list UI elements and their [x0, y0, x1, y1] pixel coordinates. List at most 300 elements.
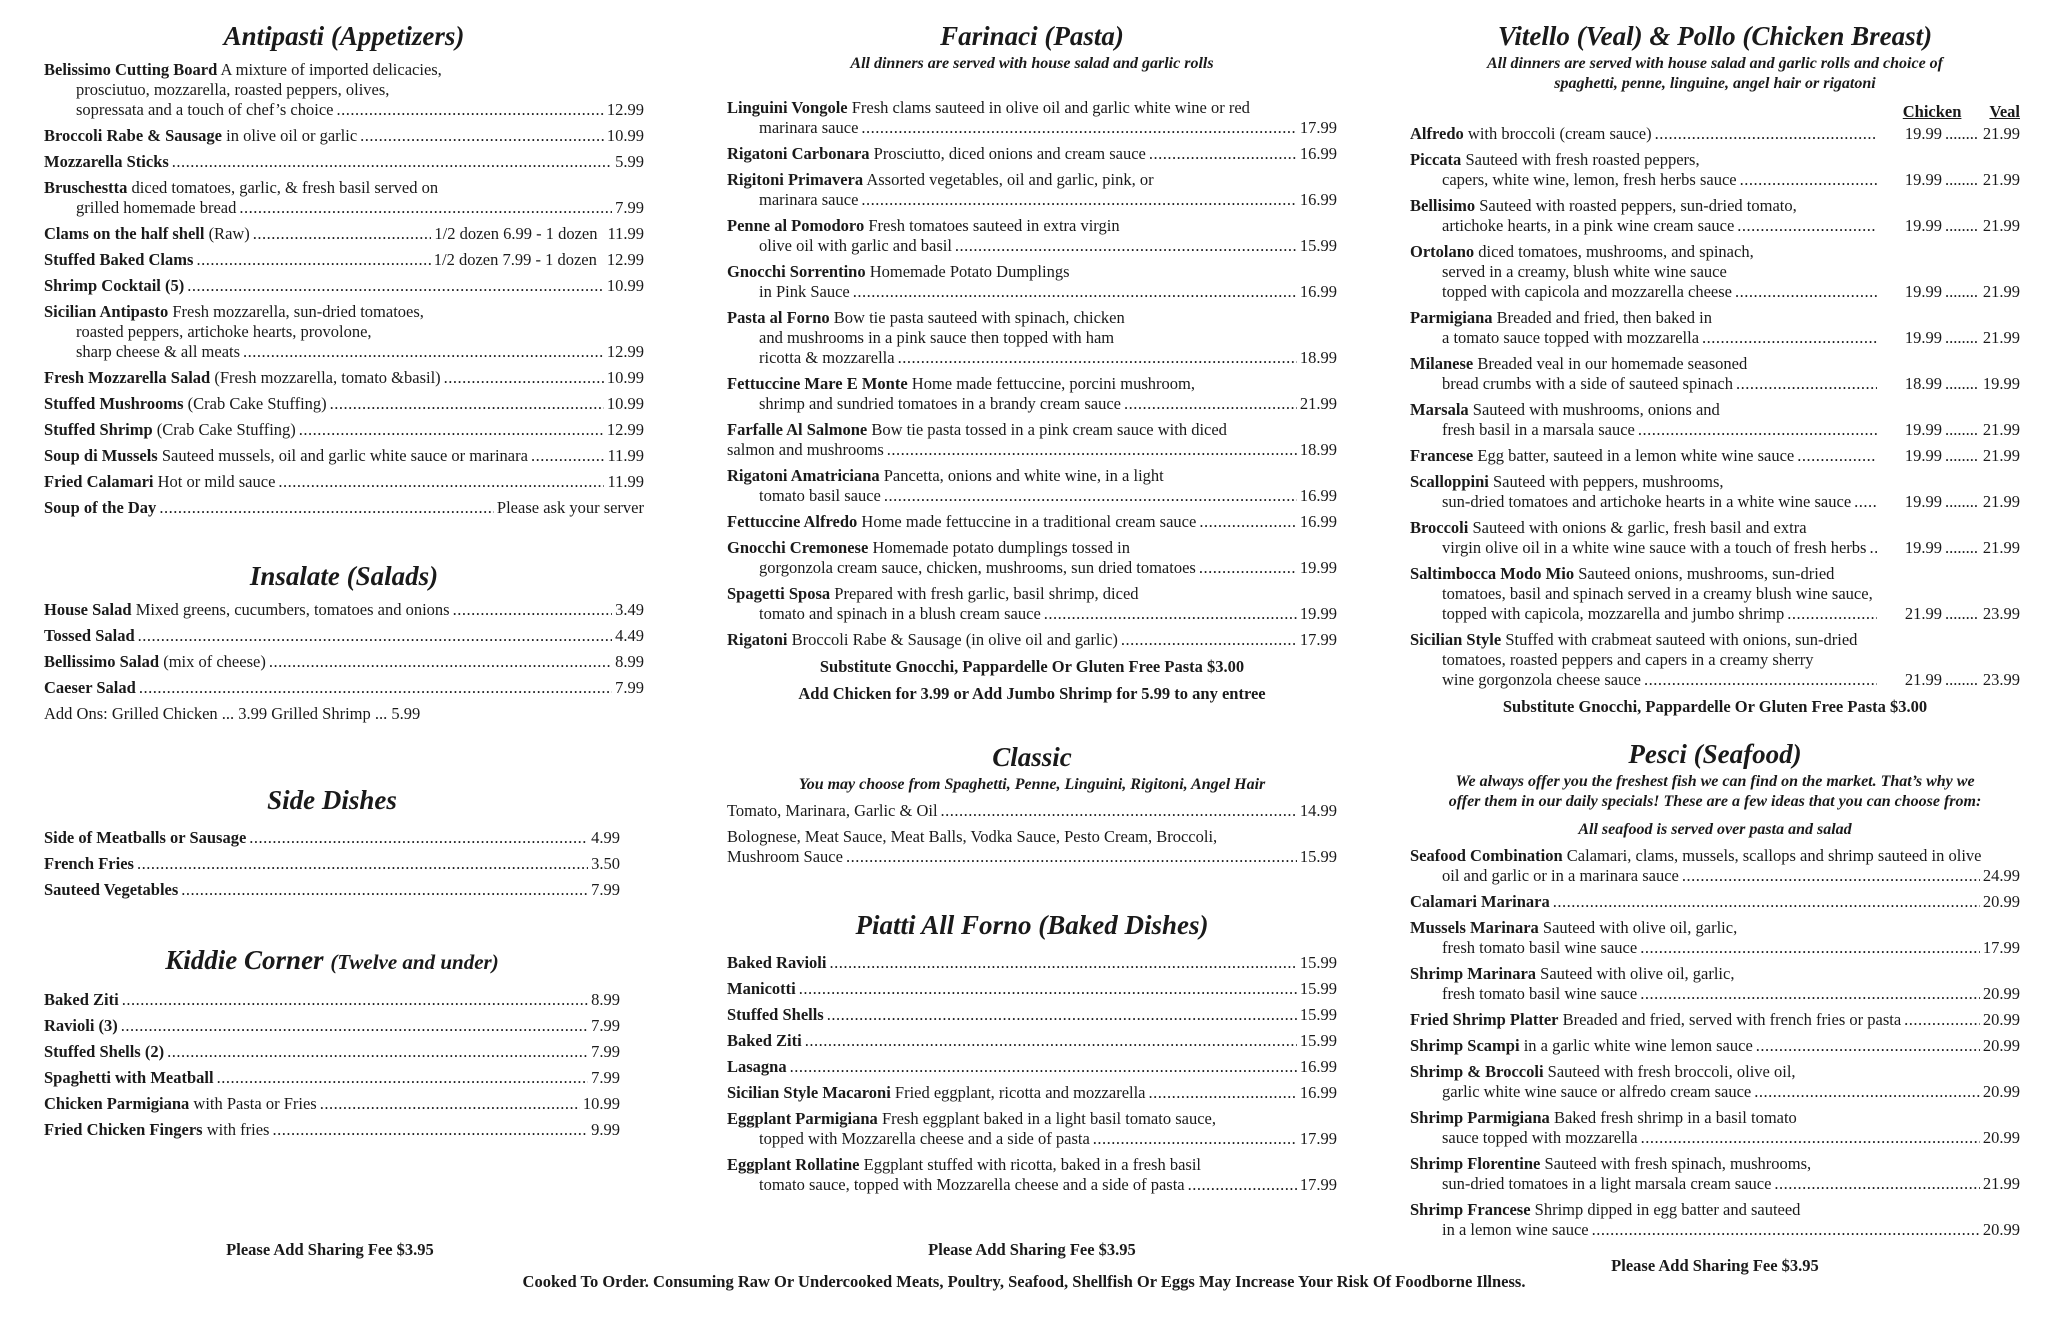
dot-leader — [1121, 630, 1297, 650]
item-description: (Fresh mozzarella, tomato &basil) — [214, 368, 441, 387]
dot-leader — [1945, 374, 1979, 394]
item-name: Shrimp & Broccoli — [1410, 1062, 1544, 1081]
item-description: Sauteed with onions & garlic, fresh basil and extra — [1472, 518, 1807, 537]
menu-item-line — [727, 979, 1337, 999]
item-description: Stuffed with crabmeat sauteed with onions, sun-dried — [1505, 630, 1858, 649]
item-name: Sicilian Style — [1410, 630, 1502, 649]
menu-item-line — [1410, 584, 2020, 604]
item-price: 16.99 — [1299, 512, 1337, 531]
menu-item-line — [1410, 150, 2020, 170]
item-list — [44, 600, 644, 698]
item-name: Shrimp Florentine — [1410, 1154, 1541, 1173]
menu-item — [727, 216, 1337, 256]
dot-leader — [1945, 282, 1979, 302]
menu-item-text — [1442, 670, 1641, 690]
dot-leader — [138, 626, 612, 646]
menu-item — [727, 144, 1337, 164]
menu-item-line — [1410, 170, 2020, 190]
menu-column-right — [1410, 18, 2020, 1246]
item-description: Bolognese, Meat Sauce, Meat Balls, Vodka Sauce, Pesto Cream, Broccoli, — [727, 827, 1218, 846]
dot-leader — [1640, 938, 1980, 958]
item-description: Home made fettuccine, porcini mushroom, — [911, 374, 1195, 393]
menu-item-text — [727, 374, 1195, 393]
menu-item — [727, 1057, 1337, 1077]
item-name: Scalloppini — [1410, 472, 1489, 491]
item-description: Breaded and fried, served with french fries or pasta — [1562, 1010, 1902, 1029]
menu-item — [1410, 1036, 2020, 1056]
menu-item-line — [1410, 650, 2020, 670]
menu-item — [44, 498, 644, 518]
menu-item-text — [727, 584, 1139, 603]
section-title: Classic — [992, 742, 1072, 772]
dot-leader — [1682, 866, 1980, 886]
item-description: sharp cheese & all meats — [76, 342, 241, 361]
dot-leader — [1787, 604, 1877, 624]
item-description: Fried eggplant, ricotta and mozzarella — [894, 1083, 1146, 1102]
item-price: 16.99 — [1299, 1057, 1337, 1076]
chicken-price: 19.99 — [1904, 446, 1942, 465]
item-price: 8.99 — [591, 990, 620, 1009]
menu-item-line — [44, 394, 644, 414]
menu-item-line — [727, 1031, 1337, 1051]
item-portion-price: 1/2 dozen 6.99 - 1 dozen — [434, 224, 598, 243]
menu-item-text — [759, 328, 1114, 347]
chicken-header: Chicken — [1902, 102, 1962, 121]
menu-item-line — [727, 953, 1337, 973]
menu-item-text — [44, 1042, 164, 1062]
dot-leader — [360, 126, 604, 146]
menu-item — [1410, 918, 2020, 958]
item-name: Shrimp Marinara — [1410, 964, 1537, 983]
item-name: Bellissimo Salad — [44, 652, 160, 671]
menu-item-text — [727, 216, 1120, 235]
section-note: spaghetti, penne, linguine, angel hair or rigatoni — [1554, 75, 1876, 92]
item-list — [44, 60, 644, 518]
menu-item — [1410, 446, 2020, 466]
menu-item-line — [727, 538, 1337, 558]
menu-item-text — [1442, 538, 1866, 558]
item-description: Home made fettuccine in a traditional cream sauce — [861, 512, 1197, 531]
menu-item-line — [44, 1068, 620, 1088]
menu-item — [44, 420, 644, 440]
item-price: 16.99 — [1299, 282, 1337, 301]
item-price: 4.99 — [591, 828, 620, 847]
menu-item-line — [727, 118, 1337, 138]
item-name: Shrimp Scampi — [1410, 1036, 1520, 1055]
dot-leader — [853, 282, 1297, 302]
menu-item-text — [44, 420, 296, 440]
menu-item-line — [1410, 564, 2020, 584]
menu-item — [44, 880, 620, 900]
menu-item-line — [1410, 354, 2020, 374]
item-description: marinara sauce — [759, 118, 859, 137]
menu-item-text — [727, 538, 1130, 557]
menu-item — [44, 302, 644, 362]
dot-leader — [941, 801, 1297, 821]
menu-item-text — [759, 282, 850, 302]
item-price: 18.99 — [1299, 440, 1337, 459]
menu-item-text — [44, 224, 250, 244]
menu-item — [727, 1155, 1337, 1195]
menu-item-text — [1410, 518, 1807, 537]
dot-leader — [137, 854, 588, 874]
menu-item — [727, 538, 1337, 578]
item-price: 17.99 — [1299, 118, 1337, 137]
dot-leader — [1945, 538, 1979, 558]
menu-item — [44, 250, 644, 270]
menu-item-text — [1410, 400, 1720, 419]
menu-item-line — [1410, 964, 2020, 984]
item-description: diced tomatoes, garlic, & fresh basil served on — [131, 178, 439, 197]
item-description: tomato and spinach in a blush cream sauce — [759, 604, 1041, 623]
dot-leader — [299, 420, 604, 440]
item-name: Spagetti Sposa — [727, 584, 831, 603]
menu-item — [727, 584, 1337, 624]
item-price: 15.99 — [1299, 979, 1337, 998]
salad-addons: Add Ons: Grilled Chicken ... 3.99 Grilled Shrimp ... 5.99 — [44, 704, 421, 723]
item-price: 7.99 — [591, 1016, 620, 1035]
menu-item-line — [44, 198, 644, 218]
menu-item — [727, 512, 1337, 532]
menu-item — [44, 1016, 620, 1036]
item-description: tomato sauce, topped with Mozzarella cheese and a side of pasta — [759, 1175, 1185, 1194]
item-price: 11.99 — [607, 472, 644, 491]
menu-item-text — [1442, 866, 1679, 886]
dot-leader — [884, 486, 1297, 506]
item-price: 21.99 — [1299, 394, 1337, 413]
item-description: Fresh clams sauteed in olive oil and garlic white wine or red — [851, 98, 1250, 117]
menu-item-text — [759, 394, 1121, 414]
dot-leader — [1149, 1083, 1297, 1103]
menu-item-text — [1442, 938, 1637, 958]
item-description: in Pink Sauce — [759, 282, 850, 301]
menu-item-line — [727, 440, 1337, 460]
item-description: Eggplant stuffed with ricotta, baked in a fresh basil — [863, 1155, 1202, 1174]
menu-item-text — [44, 446, 528, 466]
dot-leader — [799, 979, 1297, 999]
item-name: Stuffed Shells — [727, 1005, 824, 1024]
dot-leader — [1945, 670, 1979, 690]
menu-item-text — [76, 80, 389, 99]
menu-item — [1410, 964, 2020, 1004]
dot-leader — [181, 880, 588, 900]
menu-item — [44, 678, 644, 698]
menu-item — [44, 368, 644, 388]
menu-item-line — [44, 322, 644, 342]
item-price: 17.99 — [1982, 938, 2020, 957]
menu-item-text — [759, 118, 858, 138]
menu-item-line — [1410, 1108, 2020, 1128]
dot-leader — [790, 1057, 1297, 1077]
menu-item-text — [727, 827, 1217, 846]
dot-leader — [330, 394, 604, 414]
menu-item-line — [727, 262, 1337, 282]
item-name: Stuffed Shells (2) — [44, 1042, 165, 1061]
menu-item-text — [1442, 604, 1784, 624]
dot-leader — [1640, 984, 1980, 1004]
item-description: bread crumbs with a side of sauteed spinach — [1442, 374, 1733, 393]
item-name: Manicotti — [727, 979, 796, 998]
dot-leader — [829, 953, 1296, 973]
item-name: Side of Meatballs or Sausage — [44, 828, 247, 847]
item-name: Fried Calamari — [44, 472, 154, 491]
menu-item-line — [727, 847, 1337, 867]
item-description: shrimp and sundried tomatoes in a brandy cream sauce — [759, 394, 1121, 413]
menu-item — [44, 178, 644, 218]
menu-item-line — [1410, 308, 2020, 328]
section-title: Side Dishes — [267, 785, 397, 815]
item-name: Mozzarella Sticks — [44, 152, 169, 171]
item-list — [44, 828, 620, 900]
dot-leader — [1199, 558, 1297, 578]
menu-item — [1410, 124, 2020, 144]
item-description: Bow tie pasta tossed in a pink cream sauce with diced — [871, 420, 1227, 439]
menu-column-left — [44, 18, 644, 1146]
menu-item-text — [44, 1120, 269, 1140]
item-description: artichoke hearts, in a pink wine cream sauce — [1442, 216, 1735, 235]
menu-item — [44, 828, 620, 848]
dot-leader — [1199, 512, 1297, 532]
substitute-note: Substitute Gnocchi, Pappardelle Or Gluten Free Pasta $3.00 — [819, 657, 1245, 676]
menu-item-text — [759, 1175, 1185, 1195]
item-price: 9.99 — [591, 1120, 620, 1139]
menu-item-text — [1442, 1174, 1771, 1194]
item-description: olive oil with garlic and basil — [759, 236, 952, 255]
dot-leader — [1093, 1129, 1297, 1149]
item-price: 18.99 — [1299, 348, 1337, 367]
menu-item — [1410, 1010, 2020, 1030]
veal-price: 21.99 — [1982, 170, 2020, 189]
menu-item-line — [1410, 216, 2020, 236]
dot-leader — [167, 1042, 588, 1062]
item-name: Penne al Pomodoro — [727, 216, 865, 235]
item-name: Lasagna — [727, 1057, 787, 1076]
menu-item-line — [1410, 328, 2020, 348]
item-name: Francese — [1410, 446, 1474, 465]
dot-leader — [1736, 374, 1877, 394]
item-description: and mushrooms in a pink sauce then topped with ham — [759, 328, 1115, 347]
item-name: Milanese — [1410, 354, 1474, 373]
item-description: Sauteed mussels, oil and garlic white sauce or marinara — [161, 446, 528, 465]
item-description: in a lemon wine sauce — [1442, 1220, 1589, 1239]
item-description: in a garlic white wine lemon sauce — [1523, 1036, 1753, 1055]
item-price: 15.99 — [1299, 847, 1337, 866]
menu-item-text — [759, 190, 858, 210]
item-description: Sauteed with olive oil, garlic, — [1540, 964, 1735, 983]
section-note: All dinners are served with house salad and garlic rolls — [850, 55, 1214, 72]
chicken-price: 19.99 — [1904, 170, 1942, 189]
item-name: Rigatoni — [727, 630, 788, 649]
item-description: Prosciutto, diced onions and cream sauce — [873, 144, 1146, 163]
dot-leader — [253, 224, 432, 244]
item-description: a tomato sauce topped with mozzarella — [1442, 328, 1700, 347]
section-sides — [44, 782, 644, 900]
dot-leader — [1945, 492, 1979, 512]
chicken-price: 19.99 — [1904, 492, 1942, 511]
item-price: 24.99 — [1982, 866, 2020, 885]
menu-item-line — [1410, 538, 2020, 558]
menu-item — [1410, 846, 2020, 886]
menu-item-text — [44, 854, 134, 874]
menu-item-text — [727, 1005, 824, 1025]
menu-item-line — [44, 1042, 620, 1062]
item-name: Stuffed Mushrooms — [44, 394, 184, 413]
dot-leader — [1774, 1174, 1979, 1194]
menu-item-line — [727, 420, 1337, 440]
menu-item-text — [1410, 1154, 1811, 1173]
item-description: Fresh tomatoes sauteed in extra virgin — [868, 216, 1120, 235]
menu-item-line — [44, 152, 644, 172]
item-name: Fried Chicken Fingers — [44, 1120, 203, 1139]
item-name: Eggplant Rollatine — [727, 1155, 860, 1174]
dot-leader — [453, 600, 613, 620]
item-name: Saltimbocca Modo Mio — [1410, 564, 1575, 583]
item-name: Bruschestta — [44, 178, 128, 197]
menu-item-line — [727, 1109, 1337, 1129]
menu-item — [727, 801, 1337, 821]
menu-item-line — [1410, 984, 2020, 1004]
menu-item-line — [727, 1083, 1337, 1103]
dot-leader — [1655, 124, 1877, 144]
menu-item-text — [1442, 984, 1637, 1004]
item-price: 16.99 — [1299, 190, 1337, 209]
menu-item-line — [1410, 242, 2020, 262]
item-description: sun-dried tomatoes and artichoke hearts in a white wine sauce — [1442, 492, 1852, 511]
menu-item — [1410, 472, 2020, 512]
item-portion-price: 1/2 dozen 7.99 - 1 dozen — [433, 250, 597, 269]
dot-leader — [955, 236, 1297, 256]
section-farinaci — [727, 18, 1337, 705]
menu-item-line — [1410, 1082, 2020, 1102]
menu-item-line — [44, 472, 644, 492]
item-name: Sicilian Style Macaroni — [727, 1083, 891, 1102]
menu-item-text — [44, 276, 184, 296]
item-description: ricotta & mozzarella — [759, 348, 895, 367]
item-description: Sauteed with roasted peppers, sun-dried tomato, — [1479, 196, 1797, 215]
veal-price: 21.99 — [1982, 420, 2020, 439]
menu-item-text — [1442, 374, 1733, 394]
menu-item-text — [1442, 1220, 1589, 1240]
menu-item-text — [44, 828, 246, 848]
dot-leader — [121, 1016, 588, 1036]
item-price: 20.99 — [1982, 1220, 2020, 1239]
menu-item-text — [727, 953, 826, 973]
menu-item-line — [44, 828, 620, 848]
section-classic — [727, 739, 1337, 867]
item-name: Calamari Marinara — [1410, 892, 1550, 911]
menu-item-line — [727, 1175, 1337, 1195]
menu-item-line — [727, 190, 1337, 210]
menu-item-line — [44, 600, 644, 620]
dot-leader — [1945, 420, 1979, 440]
menu-item — [44, 1068, 620, 1088]
item-price: 11.99 — [607, 224, 644, 243]
item-price: 11.99 — [607, 446, 644, 465]
item-description: sopressata and a touch of chef’s choice — [76, 100, 334, 119]
menu-column-middle — [727, 18, 1337, 1201]
item-description: oil and garlic or in a marinara sauce — [1442, 866, 1679, 885]
menu-item-text — [759, 486, 881, 506]
menu-item-text — [44, 880, 178, 900]
menu-item-line — [727, 512, 1337, 532]
item-price: 15.99 — [1299, 953, 1337, 972]
item-price: 7.99 — [591, 1068, 620, 1087]
menu-item — [1410, 564, 2020, 624]
menu-item-line — [1410, 918, 2020, 938]
menu-item-line — [727, 144, 1337, 164]
item-price: 20.99 — [1982, 892, 2020, 911]
menu-item-line — [1410, 400, 2020, 420]
item-name: Rigatoni Carbonara — [727, 144, 870, 163]
menu-item-line — [727, 584, 1337, 604]
menu-item-text — [44, 60, 442, 79]
item-description: A mixture of imported delicacies, — [220, 60, 442, 79]
menu-item — [1410, 1062, 2020, 1102]
item-description: (Crab Cake Stuffing) — [187, 394, 327, 413]
item-description: Breaded and fried, then baked in — [1496, 308, 1712, 327]
menu-item-text — [1410, 630, 1857, 649]
section-note: All seafood is served over pasta and salad — [1578, 821, 1852, 838]
menu-item — [727, 1031, 1337, 1051]
item-price: 20.99 — [1982, 1082, 2020, 1101]
menu-item-line — [44, 1094, 620, 1114]
chicken-price: 18.99 — [1904, 374, 1942, 393]
item-name: Mussels Marinara — [1410, 918, 1539, 937]
menu-item-line — [727, 394, 1337, 414]
veal-price: 23.99 — [1982, 604, 2020, 623]
menu-item-line — [727, 374, 1337, 394]
menu-item-line — [727, 1155, 1337, 1175]
item-price: 7.99 — [615, 198, 644, 217]
item-name: Gnocchi Cremonese — [727, 538, 869, 557]
menu-item-line — [44, 178, 644, 198]
dot-leader — [1638, 420, 1877, 440]
item-price: 17.99 — [1299, 630, 1337, 649]
item-name: Soup di Mussels — [44, 446, 158, 465]
menu-item-line — [1410, 446, 2020, 466]
item-list — [727, 801, 1337, 867]
item-description: Homemade Potato Dumplings — [869, 262, 1070, 281]
menu-item — [44, 446, 644, 466]
item-description: with broccoli (cream sauce) — [1467, 124, 1652, 143]
menu-item-text — [44, 126, 357, 146]
chicken-price: 19.99 — [1904, 328, 1942, 347]
item-description: sauce topped with mozzarella — [1442, 1128, 1638, 1147]
menu-item-text — [727, 1057, 787, 1077]
item-description: in olive oil or garlic — [226, 126, 358, 145]
chicken-price: 19.99 — [1904, 216, 1942, 235]
item-description: Fresh mozzarella, sun-dried tomatoes, — [172, 302, 424, 321]
chicken-price: 21.99 — [1904, 604, 1942, 623]
menu-item — [1410, 630, 2020, 690]
menu-item-text — [727, 630, 1118, 650]
menu-item-text — [1410, 354, 1747, 373]
item-description: (Crab Cake Stuffing) — [156, 420, 296, 439]
menu-item-text — [1442, 584, 1873, 603]
item-description: fresh basil in a marsala sauce — [1442, 420, 1635, 439]
menu-item-line — [44, 990, 620, 1010]
veal-price: 21.99 — [1982, 328, 2020, 347]
item-description: (Raw) — [208, 224, 250, 243]
menu-item-text — [1410, 446, 1794, 466]
item-name: Parmigiana — [1410, 308, 1493, 327]
item-list — [44, 990, 620, 1140]
chicken-price: 19.99 — [1904, 282, 1942, 301]
chicken-price: 19.99 — [1904, 538, 1942, 557]
item-name: Broccoli — [1410, 518, 1469, 537]
veal-price: 21.99 — [1982, 492, 2020, 511]
menu-item — [727, 308, 1337, 368]
